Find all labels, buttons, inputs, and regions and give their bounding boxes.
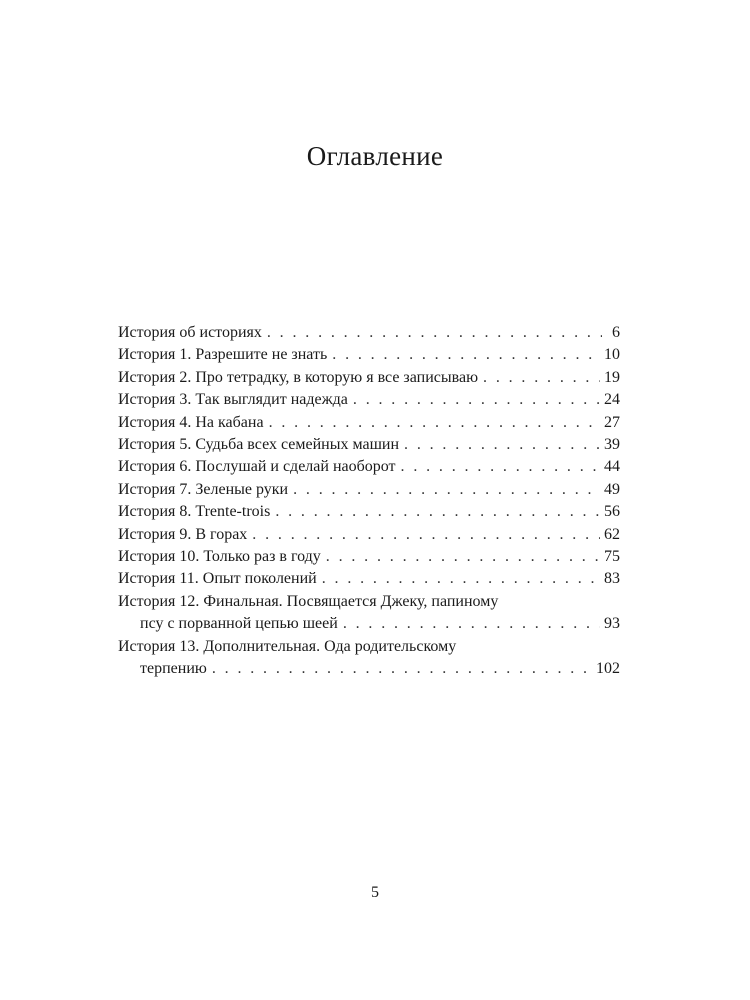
toc-entry-title: История 3. Так выглядит надежда <box>118 391 348 409</box>
toc-page-number: 102 <box>596 660 620 678</box>
toc-page-number: 93 <box>604 615 620 633</box>
toc-entry-title: История 11. Опыт поколений <box>118 570 317 588</box>
toc-leader-dots <box>483 367 600 389</box>
toc-page-number: 75 <box>604 548 620 566</box>
toc-leader-dots <box>252 524 600 546</box>
toc-entry-title: История 13. Дополнительная. Ода родительскому <box>118 637 457 655</box>
toc-entry[interactable] <box>118 344 620 366</box>
toc-page-number: 62 <box>604 525 620 543</box>
toc-entry[interactable] <box>118 524 620 546</box>
toc-page-number: 6 <box>612 324 620 341</box>
toc-page-number: 10 <box>604 346 620 364</box>
toc-entry-title: История 5. Судьба всех семейных машин <box>118 436 400 454</box>
toc-entry-title: История 1. Разрешите не знать <box>118 346 328 364</box>
toc-entry-title-continuation: псу с порванной цепью шеей <box>140 615 338 633</box>
toc-entry-title-continuation: терпению <box>140 660 207 678</box>
toc-entry[interactable] <box>118 389 620 411</box>
toc-leader-dots <box>326 546 600 568</box>
toc-entry[interactable] <box>118 322 620 344</box>
toc-leader-dots <box>353 389 600 411</box>
toc-entry-title: История 12. Финальная. Посвящается Джеку, папиному <box>118 592 499 610</box>
toc-page-number: 56 <box>604 503 620 521</box>
toc-entry[interactable] <box>118 479 620 501</box>
toc-page-number: 49 <box>604 480 620 498</box>
toc-entry[interactable] <box>118 636 620 681</box>
toc-page-number: 83 <box>604 570 620 588</box>
toc-leader-dots <box>212 658 592 680</box>
toc-entry[interactable] <box>118 456 620 478</box>
toc-entry[interactable] <box>118 367 620 389</box>
page-number: 5 <box>371 884 379 901</box>
toc-entry-title: История 8. Trente-trois <box>118 503 271 521</box>
toc-leader-dots <box>293 479 600 501</box>
toc-leader-dots <box>269 412 600 434</box>
toc-entry[interactable] <box>118 501 620 523</box>
toc-entry[interactable] <box>118 568 620 590</box>
toc-page-number: 19 <box>604 368 620 386</box>
toc-leader-dots <box>275 501 600 523</box>
toc-entry[interactable] <box>118 546 620 568</box>
toc-page-number: 44 <box>604 458 620 476</box>
toc-leader-dots <box>401 456 600 478</box>
toc-entry-title: История 2. Про тетрадку, в которую я все записываю <box>118 368 479 386</box>
toc-leader-dots <box>332 344 600 366</box>
page-title: Оглавление <box>306 141 444 171</box>
toc-entry-title: История 7. Зеленые руки <box>118 480 289 498</box>
toc-page-number: 27 <box>604 413 620 431</box>
toc-leader-dots <box>322 568 600 590</box>
toc-entry-title: История об историях <box>118 324 262 341</box>
toc-leader-dots <box>404 434 600 456</box>
table-of-contents <box>118 322 620 681</box>
toc-page-number: 39 <box>604 436 620 454</box>
toc-leader-dots <box>343 613 600 635</box>
toc-entry-title: История 10. Только раз в году <box>118 548 321 566</box>
toc-entry[interactable] <box>118 591 620 636</box>
toc-entry-title: История 6. Послушай и сделай наоборот <box>118 458 396 476</box>
toc-leader-dots <box>267 322 602 344</box>
toc-entry[interactable] <box>118 412 620 434</box>
toc-entry-title: История 4. На кабана <box>118 413 264 431</box>
toc-page-number: 24 <box>604 391 620 409</box>
toc-entry[interactable] <box>118 434 620 456</box>
toc-entry-title: История 9. В горах <box>118 525 248 543</box>
